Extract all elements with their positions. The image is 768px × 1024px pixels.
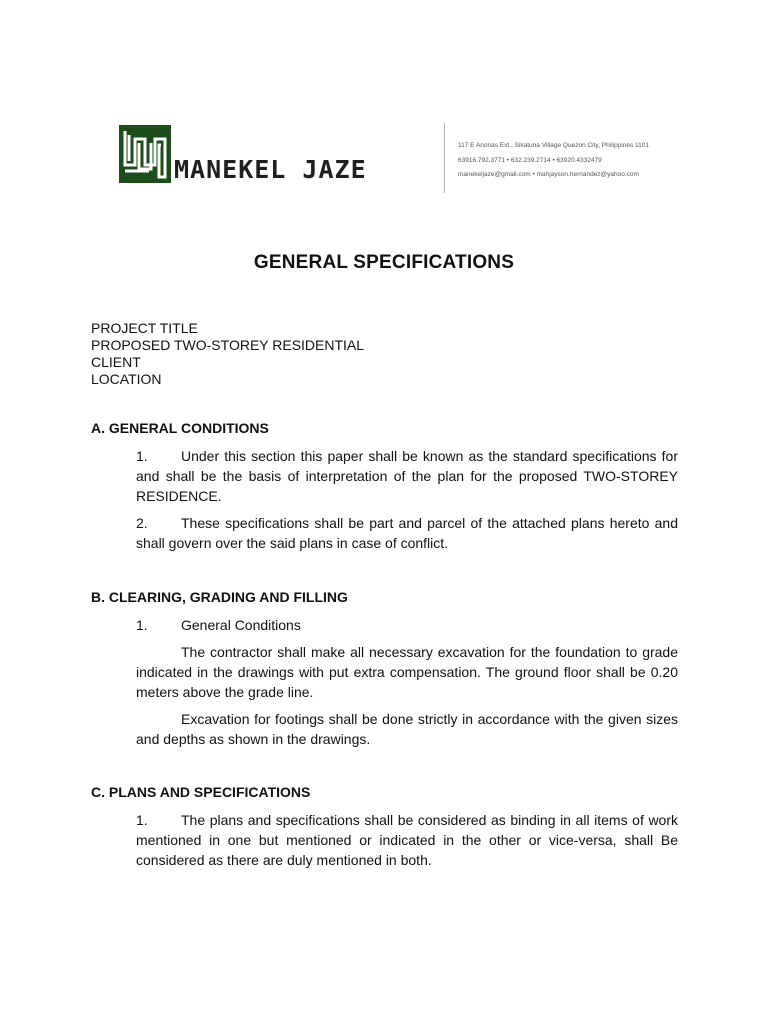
item-label: General Conditions bbox=[181, 617, 301, 633]
company-name: MANEKEL JAZE bbox=[174, 155, 367, 184]
contact-address: 117 E Anonas Ext., Sikatuna Village Quezon City, Philippines 1101 bbox=[458, 142, 650, 149]
company-logo-mark bbox=[119, 125, 171, 183]
item-text: These specifications shall be part and parcel of the attached plans hereto and shall govern over the said plans in case of conflict. bbox=[136, 515, 678, 551]
item-number: 2. bbox=[136, 515, 148, 531]
section-b-para-2: Excavation for footings shall be done strictly in accordance with the given sizes and depths as shown in the drawings. bbox=[136, 711, 678, 747]
section-b-para-1: The contractor shall make all necessary excavation for the foundation to grade indicated in the drawings with put extra compensation. The ground floor shall be 0.20 meters above the grade line. bbox=[136, 644, 678, 700]
section-a-item-2 bbox=[136, 513, 678, 553]
item-text: The plans and specifications shall be considered as binding in all items of work mentioned in one but mentioned or indicated in the other or vice-versa, shall Be considered as there are duly mentioned in both. bbox=[136, 812, 678, 868]
meta-client: CLIENT bbox=[91, 354, 141, 370]
contact-block bbox=[458, 139, 649, 183]
item-number: 1. bbox=[136, 448, 148, 464]
section-c-item-1 bbox=[136, 810, 678, 870]
document-title: GENERAL SPECIFICATIONS bbox=[253, 252, 515, 273]
section-a-heading: A. GENERAL CONDITIONS bbox=[91, 420, 269, 436]
item-number: 1. bbox=[136, 617, 148, 633]
section-a-item-1 bbox=[136, 446, 678, 506]
item-number: 1. bbox=[136, 812, 148, 828]
project-meta bbox=[91, 320, 364, 388]
letterhead bbox=[119, 123, 679, 195]
section-b-item-1 bbox=[136, 615, 301, 635]
contact-emails: manekeljaze@gmail.com • mahjayson.hernandez@yahoo.com bbox=[458, 171, 639, 178]
meta-location: LOCATION bbox=[91, 371, 162, 387]
section-c-heading: C. PLANS AND SPECIFICATIONS bbox=[91, 784, 311, 800]
contact-phones: 63916.792.3771 • 632.239.2714 • 63920.4332479 bbox=[458, 156, 602, 164]
meta-project-name: PROPOSED TWO-STOREY RESIDENTIAL bbox=[91, 337, 365, 353]
meta-project-title: PROJECT TITLE bbox=[91, 320, 198, 336]
section-b-heading: B. CLEARING, GRADING AND FILLING bbox=[91, 589, 348, 605]
item-text: Under this section this paper shall be known as the standard specifications for and shall be the basis of interpretation of the plan for the proposed TWO-STOREY RESIDENCE. bbox=[136, 448, 678, 504]
letterhead-divider bbox=[444, 123, 445, 193]
